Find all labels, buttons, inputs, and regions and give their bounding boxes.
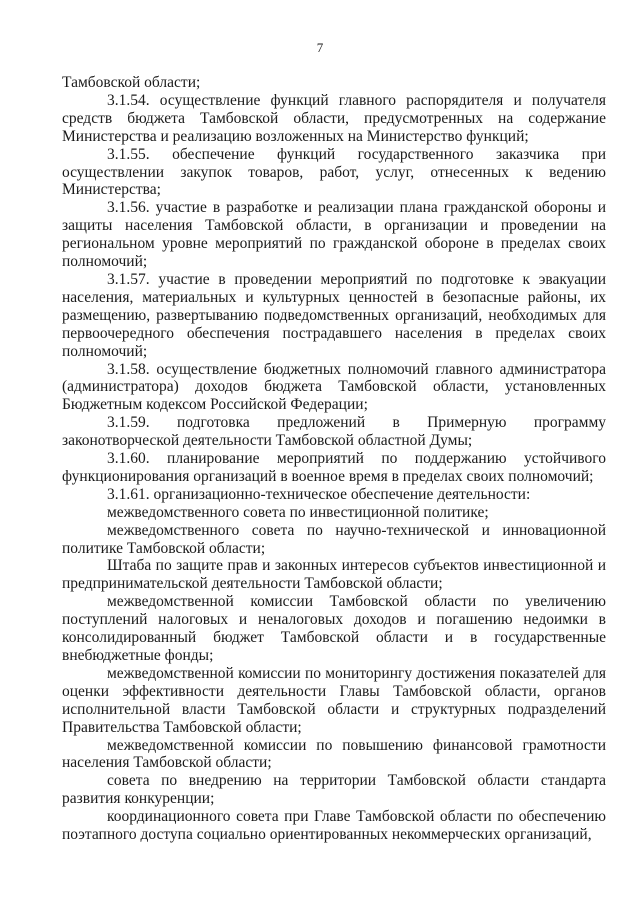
page-number: 7: [316, 40, 324, 55]
paragraph-3-1-55: 3.1.55. обеспечение функций государственного заказчика при осуществлении закупок товаров, работ, услуг, отнесенных к ведению Министерства;: [62, 145, 606, 199]
list-item-financial-literacy-commission: межведомственной комиссии по повышению финансовой грамотности населения Тамбовской области;: [62, 736, 606, 772]
list-item-competition-council: совета по внедрению на территории Тамбовской области стандарта развития конкуренции;: [62, 772, 606, 808]
list-item-tax-commission: межведомственной комиссии Тамбовской области по увеличению поступлений налоговых и неналоговых доходов и погашению недоимки в консолидированный бюджет Тамбовской области и в государственные внебюджетные фонды;: [62, 593, 606, 664]
list-item-headquarters: Штаба по защите прав и законных интересов субъектов инвестиционной и предпринимательской деятельности Тамбовской области;: [62, 557, 606, 593]
paragraph-3-1-60: 3.1.60. планирование мероприятий по поддержанию устойчивого функционирования организаций в военное время в пределах своих полномочий;: [62, 450, 606, 485]
paragraph-3-1-59: 3.1.59. подготовка предложений в Примерную программу законотворческой деятельности Тамбовской областной Думы;: [62, 414, 606, 450]
document-body: [62, 74, 606, 844]
list-item-monitoring-commission: межведомственной комиссии по мониторингу достижения показателей для оценки эффективности деятельности Главы Тамбовской области, органов исполнительной власти Тамбовской области и структурных подразделений Правительства Тамбовской области;: [62, 664, 606, 736]
list-item-science-council: межведомственного совета по научно-технической и инновационной политике Тамбовской области;: [62, 521, 606, 557]
paragraph-3-1-54: 3.1.54. осуществление функций главного распорядителя и получателя средств бюджета Тамбовской области, предусмотренных на содержание Министерства и реализацию возложенных на Министерство функций;: [62, 91, 606, 145]
paragraph-continuation: Тамбовской области;: [62, 74, 201, 91]
paragraph-3-1-61: 3.1.61. организационно-техническое обеспечение деятельности:: [107, 485, 531, 503]
paragraph-3-1-58: 3.1.58. осуществление бюджетных полномочий главного администратора (администратора) доходов бюджета Тамбовской области, установленных Бюджетным кодексом Российской Федерации;: [62, 360, 606, 414]
list-item-coordination-council: координационного совета при Главе Тамбовской области по обеспечению поэтапного доступа социально ориентированных некоммерческих организаций,: [62, 808, 606, 844]
paragraph-3-1-56: 3.1.56. участие в разработке и реализации плана гражданской обороны и защиты населения Тамбовской области, в организации и проведении на региональном уровне мероприятий по гражданской обороне в пределах своих полномочий;: [62, 199, 606, 271]
list-item-investment-council: межведомственного совета по инвестиционной политике;: [107, 503, 489, 521]
paragraph-3-1-57: 3.1.57. участие в проведении мероприятий по подготовке к эвакуации населения, материальных и культурных ценностей в безопасные районы, их размещению, развертыванию подведомственных организаций, необходимых для первоочередного обеспечения пострадавшего населения в пределах своих полномочий;: [62, 270, 606, 360]
